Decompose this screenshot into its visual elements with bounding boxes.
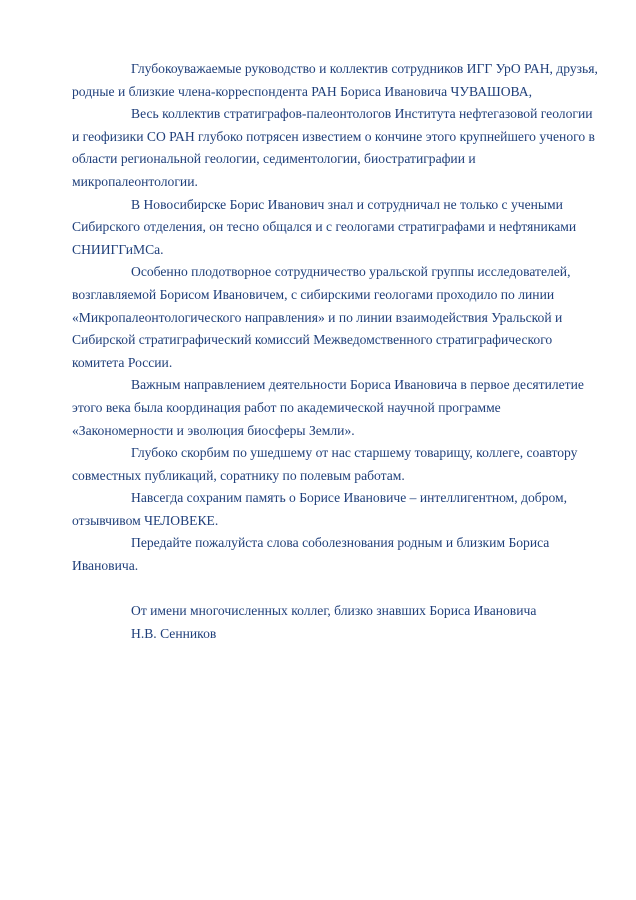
paragraph-spacer [72,578,601,601]
condolence-letter [72,58,601,645]
body-paragraph: Навсегда сохраним память о Борисе Ивановиче – интеллигентном, добром, отзывчивом ЧЕЛОВЕКЕ. [72,490,568,528]
salutation-paragraph: Глубокоуважаемые руководство и коллектив сотрудников ИГГ УрО РАН, друзья, родные и близкие члена-корреспондента РАН Бориса Ивановича ЧУВАШОВА, [72,61,598,99]
body-paragraph: В Новосибирске Борис Иванович знал и сотрудничал не только с учеными Сибирского отделения, он тесно общался и с геологами стратиграфами и нефтяниками СНИИГГиМСа. [72,196,577,257]
body-paragraph: Важным направлением деятельности Бориса Ивановича в первое десятилетие этого века была координация работ по академической научной программе «Закономерности и эволюция биосферы Земли». [72,377,584,438]
closing-line: От имени многочисленных коллег, близко знавших Бориса Ивановича [131,603,537,619]
body-paragraph: Передайте пожалуйста слова соболезнования родным и близким Бориса Ивановича. [72,535,550,574]
signature: Н.В. Сенников [131,625,217,641]
body-paragraph: Весь коллектив стратиграфов-палеонтологов Института нефтегазовой геологии и геофизики СО РАН глубоко потрясен известием о кончине этого крупнейшего ученого в области региональной геологии, седиментологии, биостратиграфии и микропалеонтологии. [72,106,595,189]
body-paragraph: Глубоко скорбим по ушедшему от нас старшему товарищу, коллеге, соавтору совместных публикаций, соратнику по полевым работам. [72,445,578,483]
body-paragraph: Особенно плодотворное сотрудничество уральской группы исследователей, возглавляемой Борисом Ивановичем, с сибирскими геологами проходило по линии «Микропалеонтологического направления» и по линии взаимодействия Уральской и Сибирской стратиграфический комиссий Межведомственного стратиграфического комитета России. [72,264,571,370]
